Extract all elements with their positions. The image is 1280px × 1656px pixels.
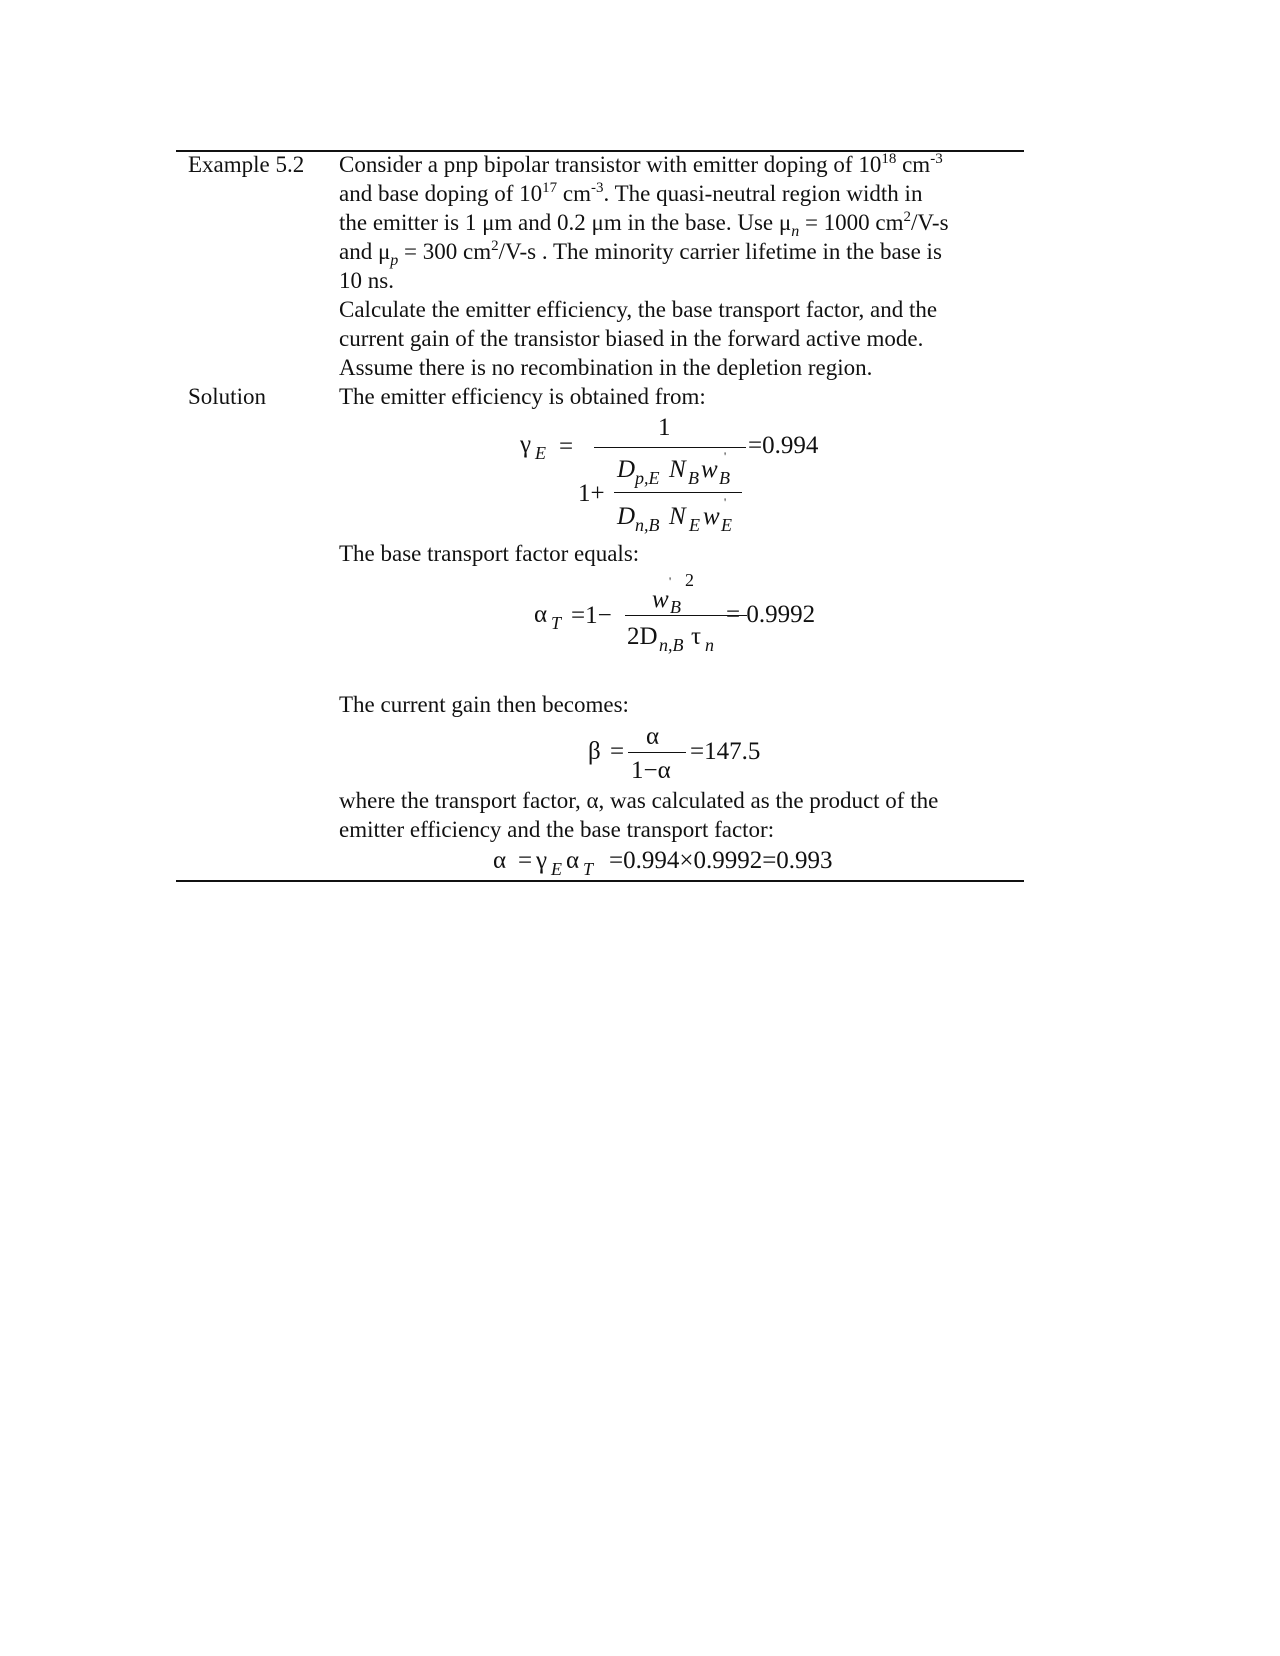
result-value: =0.994	[748, 432, 819, 459]
numerator-one: 1	[658, 414, 671, 441]
task-line: current gain of the transistor biased in the forward active mode.	[339, 326, 924, 351]
alpha-subscript: T	[583, 859, 594, 879]
alpha-symbol: α	[534, 601, 548, 628]
main-fraction-bar	[594, 447, 746, 448]
width-symbol: w	[703, 503, 720, 530]
fraction-bar	[628, 752, 686, 753]
one-plus: 1+	[578, 480, 605, 507]
width-symbol: w	[652, 586, 669, 613]
prime-mark: '	[724, 449, 727, 463]
equals-sign: =	[559, 433, 574, 460]
bottom-rule	[176, 880, 1024, 882]
tau-symbol: τ	[691, 623, 702, 650]
result-value: =147.5	[690, 738, 761, 765]
gamma-symbol: γ	[520, 431, 532, 458]
alpha-symbol: α	[493, 847, 507, 874]
diffusion-subscript: n,B	[635, 515, 660, 535]
problem-line: and base doping of $10^{17}$ $cm^{-3}$. The quasi-neutral region width in	[339, 180, 923, 206]
equals-one-minus: =1−	[571, 602, 612, 629]
prime-mark: '	[669, 574, 672, 588]
where-line: where the transport factor, α, was calculated as the product of the	[339, 788, 939, 813]
squared-exponent: 2	[685, 570, 694, 590]
alpha-symbol: α	[566, 847, 580, 874]
equals-sign: =	[518, 847, 533, 874]
base-transport-intro: The base transport factor equals:	[339, 541, 640, 566]
diffusion-subscript: p,E	[635, 468, 660, 488]
width-subscript: B	[670, 597, 681, 617]
doping-symbol: N	[669, 456, 686, 483]
denominator: 1−α	[631, 757, 671, 784]
width-symbol: w	[701, 456, 718, 483]
problem-statement	[339, 150, 999, 411]
result-value: = 0.9992	[726, 601, 816, 628]
alpha-subscript: T	[551, 613, 562, 633]
problem-line: the emitter is 1 μm and 0.2 μm in the base. Use $\mu_n = 1000$ $cm^2/V-s$	[339, 209, 949, 240]
problem-line: 10 ns.	[339, 268, 394, 293]
doping-symbol: N	[669, 503, 686, 530]
inner-fraction-bar	[614, 492, 742, 493]
gamma-subscript: E	[551, 859, 562, 879]
solution-label: Solution	[188, 384, 266, 409]
width-subscript: E	[721, 515, 732, 535]
diffusion-constant: D	[617, 456, 636, 483]
width-subscript: B	[719, 468, 730, 488]
equals-sign: =	[610, 738, 625, 765]
solution-intro: The emitter efficiency is obtained from:	[339, 384, 706, 409]
product-result: =0.994×0.9992=0.993	[609, 847, 833, 874]
gamma-subscript: E	[535, 443, 546, 463]
diffusion-subscript: n,B	[659, 635, 684, 655]
tau-subscript: n	[705, 635, 714, 655]
task-line: Assume there is no recombination in the depletion region.	[339, 355, 873, 380]
gamma-symbol: γ	[536, 847, 548, 874]
numerator-alpha: α	[646, 723, 660, 750]
problem-line: and $\mu_p = 300$ $cm^2/V-s$ . The minority carrier lifetime in the base is	[339, 238, 942, 269]
beta-symbol: β	[588, 738, 601, 765]
example-label: Example 5.2	[188, 152, 305, 177]
doping-subscript: E	[689, 515, 700, 535]
where-line: emitter efficiency and the base transport factor:	[339, 817, 775, 842]
diffusion-constant: D	[617, 503, 636, 530]
task-line: Calculate the emitter efficiency, the base transport factor, and the	[339, 297, 938, 322]
where-explanation	[339, 786, 999, 844]
doping-subscript: B	[688, 468, 699, 488]
prime-mark: '	[724, 495, 727, 509]
problem-line: Consider a pnp bipolar transistor with emitter doping of $10^{18}$ $cm^{-3}$	[339, 151, 943, 177]
two-diffusion: 2D	[627, 623, 658, 650]
current-gain-intro: The current gain then becomes:	[339, 692, 629, 717]
